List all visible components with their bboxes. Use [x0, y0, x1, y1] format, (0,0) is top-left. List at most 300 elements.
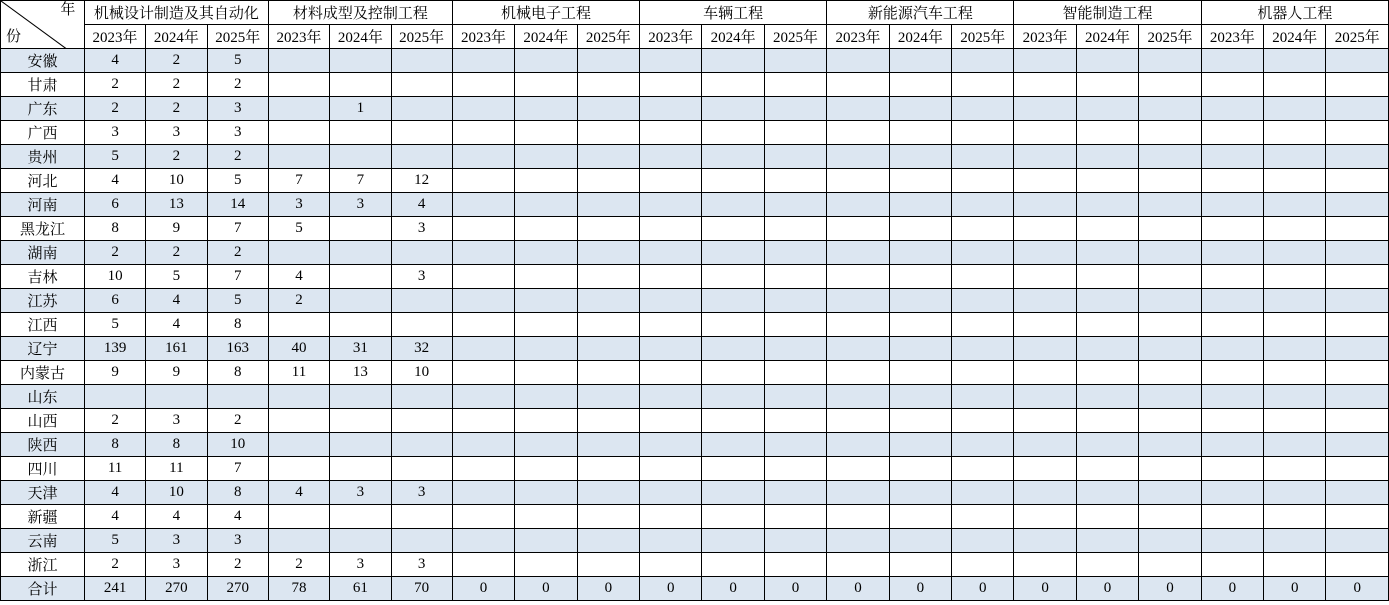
data-cell: 3	[391, 265, 452, 289]
region-cell: 四川	[1, 457, 85, 481]
data-cell	[1139, 193, 1201, 217]
data-cell	[515, 529, 577, 553]
data-cell	[452, 433, 514, 457]
data-cell	[452, 337, 514, 361]
table-row	[1, 97, 1389, 121]
data-cell	[1139, 49, 1201, 73]
table-row	[1, 121, 1389, 145]
data-cell	[702, 457, 764, 481]
data-cell	[764, 169, 826, 193]
data-cell	[452, 409, 514, 433]
data-cell: 3	[268, 193, 329, 217]
table-row	[1, 169, 1389, 193]
total-cell: 241	[84, 577, 145, 601]
data-cell	[1264, 529, 1326, 553]
data-cell	[702, 553, 764, 577]
data-cell: 7	[330, 169, 391, 193]
data-cell	[1014, 433, 1076, 457]
data-cell	[330, 505, 391, 529]
data-cell	[515, 433, 577, 457]
data-cell	[1201, 337, 1263, 361]
data-cell	[577, 361, 639, 385]
data-cell	[1264, 313, 1326, 337]
data-cell	[391, 145, 452, 169]
year-header: 2025年	[952, 25, 1014, 49]
data-cell: 5	[146, 265, 207, 289]
data-cell	[1014, 409, 1076, 433]
data-cell	[515, 505, 577, 529]
data-cell: 10	[146, 169, 207, 193]
data-cell: 3	[146, 121, 207, 145]
data-cell	[452, 217, 514, 241]
year-header: 2023年	[452, 25, 514, 49]
table-row	[1, 289, 1389, 313]
data-cell	[1264, 505, 1326, 529]
data-cell	[1014, 505, 1076, 529]
data-cell	[1076, 433, 1138, 457]
data-cell: 4	[84, 481, 145, 505]
major-header-5: 智能制造工程	[1014, 1, 1201, 25]
data-cell	[577, 217, 639, 241]
data-cell	[640, 49, 702, 73]
data-cell: 40	[268, 337, 329, 361]
data-cell	[391, 73, 452, 97]
total-cell: 0	[827, 577, 889, 601]
data-cell	[1201, 505, 1263, 529]
data-cell: 13	[330, 361, 391, 385]
data-cell: 2	[207, 409, 268, 433]
data-cell: 3	[207, 121, 268, 145]
data-cell	[1076, 145, 1138, 169]
data-cell	[1326, 409, 1389, 433]
data-cell	[640, 289, 702, 313]
table-row	[1, 313, 1389, 337]
data-cell	[827, 529, 889, 553]
data-cell	[952, 457, 1014, 481]
data-cell	[827, 145, 889, 169]
data-cell	[1076, 529, 1138, 553]
data-cell: 4	[84, 505, 145, 529]
data-cell	[640, 553, 702, 577]
major-header-2: 机械电子工程	[452, 1, 639, 25]
data-cell	[515, 361, 577, 385]
year-header: 2023年	[268, 25, 329, 49]
year-header: 2024年	[1076, 25, 1138, 49]
data-cell	[515, 49, 577, 73]
data-cell	[640, 241, 702, 265]
data-cell	[452, 529, 514, 553]
data-cell	[268, 529, 329, 553]
year-header: 2024年	[515, 25, 577, 49]
data-cell	[515, 97, 577, 121]
data-cell	[391, 385, 452, 409]
region-cell: 贵州	[1, 145, 85, 169]
data-cell	[268, 49, 329, 73]
data-cell	[268, 409, 329, 433]
data-cell	[889, 97, 951, 121]
data-cell: 3	[391, 481, 452, 505]
data-cell	[1076, 481, 1138, 505]
data-cell	[702, 361, 764, 385]
total-cell: 0	[515, 577, 577, 601]
data-cell: 11	[84, 457, 145, 481]
data-cell	[827, 337, 889, 361]
data-cell	[1014, 217, 1076, 241]
data-cell	[702, 265, 764, 289]
region-cell: 安徽	[1, 49, 85, 73]
data-cell: 4	[84, 169, 145, 193]
data-cell: 3	[146, 553, 207, 577]
region-cell: 江苏	[1, 289, 85, 313]
total-cell: 70	[391, 577, 452, 601]
data-cell	[764, 481, 826, 505]
data-cell	[1326, 385, 1389, 409]
data-cell	[702, 121, 764, 145]
data-cell: 13	[146, 193, 207, 217]
data-cell: 8	[207, 313, 268, 337]
table-row	[1, 145, 1389, 169]
data-cell	[702, 529, 764, 553]
year-header: 2023年	[1014, 25, 1076, 49]
data-cell	[1201, 241, 1263, 265]
year-header-row	[1, 25, 1389, 49]
data-cell	[889, 505, 951, 529]
region-cell: 黑龙江	[1, 217, 85, 241]
data-cell	[952, 169, 1014, 193]
data-cell	[1014, 49, 1076, 73]
table-row	[1, 193, 1389, 217]
data-cell: 11	[268, 361, 329, 385]
data-cell: 10	[391, 361, 452, 385]
data-cell	[1264, 145, 1326, 169]
data-cell	[889, 241, 951, 265]
data-cell	[391, 457, 452, 481]
data-cell: 2	[84, 241, 145, 265]
data-cell	[889, 193, 951, 217]
year-header: 2023年	[1201, 25, 1263, 49]
data-cell: 5	[207, 49, 268, 73]
data-cell	[1139, 433, 1201, 457]
data-cell	[827, 433, 889, 457]
region-cell: 吉林	[1, 265, 85, 289]
data-cell	[268, 385, 329, 409]
data-cell: 11	[146, 457, 207, 481]
data-cell: 9	[146, 217, 207, 241]
data-cell: 12	[391, 169, 452, 193]
data-cell	[577, 241, 639, 265]
table-row	[1, 385, 1389, 409]
region-cell: 广东	[1, 97, 85, 121]
data-cell	[1139, 217, 1201, 241]
major-header-0: 机械设计制造及其自动化	[84, 1, 268, 25]
data-cell	[764, 361, 826, 385]
data-cell	[515, 265, 577, 289]
data-cell	[827, 217, 889, 241]
year-header: 2024年	[146, 25, 207, 49]
data-cell	[1076, 289, 1138, 313]
data-cell: 2	[207, 145, 268, 169]
total-cell: 0	[1326, 577, 1389, 601]
data-cell	[764, 97, 826, 121]
data-cell	[1139, 169, 1201, 193]
data-cell: 7	[207, 265, 268, 289]
data-cell	[764, 409, 826, 433]
data-cell	[577, 385, 639, 409]
data-cell	[1076, 313, 1138, 337]
data-cell	[702, 169, 764, 193]
data-cell: 4	[84, 49, 145, 73]
data-cell	[764, 73, 826, 97]
data-cell	[827, 553, 889, 577]
data-cell	[764, 457, 826, 481]
data-cell	[702, 337, 764, 361]
table-row	[1, 553, 1389, 577]
data-cell	[827, 169, 889, 193]
data-cell	[1201, 529, 1263, 553]
data-cell	[1326, 217, 1389, 241]
data-cell	[1264, 265, 1326, 289]
data-cell	[889, 481, 951, 505]
data-cell	[1076, 385, 1138, 409]
total-cell: 0	[1264, 577, 1326, 601]
data-cell	[452, 193, 514, 217]
data-cell	[1264, 553, 1326, 577]
year-header: 2023年	[827, 25, 889, 49]
year-header: 2023年	[84, 25, 145, 49]
data-cell	[640, 385, 702, 409]
data-cell	[515, 385, 577, 409]
data-cell: 3	[146, 529, 207, 553]
total-cell: 78	[268, 577, 329, 601]
data-cell	[640, 97, 702, 121]
year-header: 2024年	[889, 25, 951, 49]
data-cell	[1076, 217, 1138, 241]
year-header: 2024年	[702, 25, 764, 49]
data-cell: 139	[84, 337, 145, 361]
major-header-3: 车辆工程	[640, 1, 827, 25]
data-cell: 9	[146, 361, 207, 385]
data-cell: 2	[84, 97, 145, 121]
data-cell	[391, 313, 452, 337]
data-cell	[702, 385, 764, 409]
year-header: 2023年	[640, 25, 702, 49]
data-cell	[1201, 361, 1263, 385]
data-cell	[640, 337, 702, 361]
data-cell	[702, 217, 764, 241]
data-cell	[391, 289, 452, 313]
region-cell: 内蒙古	[1, 361, 85, 385]
data-cell	[702, 409, 764, 433]
data-cell: 7	[207, 457, 268, 481]
data-cell	[1201, 97, 1263, 121]
data-cell: 8	[207, 481, 268, 505]
data-cell	[1014, 121, 1076, 145]
data-cell: 161	[146, 337, 207, 361]
data-cell	[764, 121, 826, 145]
data-cell: 8	[146, 433, 207, 457]
data-cell	[640, 481, 702, 505]
data-cell: 14	[207, 193, 268, 217]
data-cell	[1076, 553, 1138, 577]
data-cell	[827, 73, 889, 97]
total-cell: 0	[1076, 577, 1138, 601]
year-header: 2025年	[1326, 25, 1389, 49]
data-cell	[952, 313, 1014, 337]
data-cell	[640, 169, 702, 193]
data-cell	[1326, 73, 1389, 97]
data-cell	[1201, 385, 1263, 409]
data-cell	[330, 73, 391, 97]
data-cell	[1014, 241, 1076, 265]
data-cell	[702, 73, 764, 97]
data-cell	[1076, 169, 1138, 193]
data-cell	[640, 409, 702, 433]
data-cell	[1139, 289, 1201, 313]
data-cell	[702, 481, 764, 505]
data-cell	[515, 553, 577, 577]
data-cell: 3	[207, 529, 268, 553]
data-cell	[827, 121, 889, 145]
data-cell	[577, 73, 639, 97]
data-cell	[268, 73, 329, 97]
data-cell	[1014, 265, 1076, 289]
data-cell	[1264, 433, 1326, 457]
total-cell: 61	[330, 577, 391, 601]
data-cell	[764, 553, 826, 577]
data-cell	[640, 361, 702, 385]
data-cell	[764, 265, 826, 289]
data-cell	[764, 145, 826, 169]
data-cell	[391, 433, 452, 457]
data-cell	[577, 529, 639, 553]
data-cell	[640, 505, 702, 529]
data-cell	[827, 385, 889, 409]
data-cell	[1201, 433, 1263, 457]
data-cell	[889, 49, 951, 73]
data-cell: 2	[146, 73, 207, 97]
region-cell: 天津	[1, 481, 85, 505]
data-cell	[889, 409, 951, 433]
table-row	[1, 49, 1389, 73]
data-cell: 5	[84, 145, 145, 169]
data-cell	[889, 385, 951, 409]
table-row	[1, 337, 1389, 361]
data-cell	[1014, 73, 1076, 97]
data-cell	[452, 145, 514, 169]
data-cell	[577, 409, 639, 433]
data-cell	[702, 433, 764, 457]
data-cell	[1076, 241, 1138, 265]
data-cell: 3	[146, 409, 207, 433]
region-cell: 浙江	[1, 553, 85, 577]
region-cell: 江西	[1, 313, 85, 337]
data-cell	[577, 193, 639, 217]
data-cell	[952, 553, 1014, 577]
data-cell	[1076, 97, 1138, 121]
data-cell	[1201, 73, 1263, 97]
region-cell: 湖南	[1, 241, 85, 265]
data-cell	[889, 145, 951, 169]
data-cell	[1014, 337, 1076, 361]
region-cell: 新疆	[1, 505, 85, 529]
data-cell	[268, 145, 329, 169]
data-cell	[1326, 337, 1389, 361]
data-cell	[1076, 193, 1138, 217]
data-cell	[889, 457, 951, 481]
data-cell	[889, 361, 951, 385]
data-cell	[889, 289, 951, 313]
data-cell: 10	[84, 265, 145, 289]
data-cell	[1139, 337, 1201, 361]
data-cell	[1014, 481, 1076, 505]
data-cell	[1014, 97, 1076, 121]
data-cell: 5	[207, 289, 268, 313]
data-cell	[1264, 337, 1326, 361]
data-cell	[84, 385, 145, 409]
data-cell	[1326, 481, 1389, 505]
data-cell	[827, 97, 889, 121]
data-cell: 4	[391, 193, 452, 217]
data-cell	[1014, 193, 1076, 217]
data-cell	[452, 49, 514, 73]
data-cell	[764, 241, 826, 265]
table-row	[1, 73, 1389, 97]
data-cell	[640, 265, 702, 289]
year-header: 2025年	[391, 25, 452, 49]
data-cell: 5	[84, 313, 145, 337]
data-cell	[1264, 169, 1326, 193]
data-cell	[640, 433, 702, 457]
data-cell	[1076, 337, 1138, 361]
major-header-4: 新能源汽车工程	[827, 1, 1014, 25]
data-cell	[452, 265, 514, 289]
data-cell	[1014, 289, 1076, 313]
data-cell	[391, 409, 452, 433]
data-cell	[1139, 145, 1201, 169]
data-cell: 2	[268, 289, 329, 313]
major-header-row	[1, 1, 1389, 25]
data-cell	[1139, 553, 1201, 577]
data-cell	[827, 481, 889, 505]
data-cell	[952, 145, 1014, 169]
data-cell	[1326, 97, 1389, 121]
data-cell	[577, 313, 639, 337]
data-cell: 3	[391, 553, 452, 577]
data-cell	[952, 73, 1014, 97]
data-cell	[1326, 313, 1389, 337]
total-cell: 0	[640, 577, 702, 601]
data-cell	[1076, 121, 1138, 145]
data-cell	[952, 361, 1014, 385]
data-cell	[1076, 361, 1138, 385]
data-cell	[577, 337, 639, 361]
data-cell	[330, 49, 391, 73]
data-cell	[577, 145, 639, 169]
data-cell	[330, 409, 391, 433]
data-cell	[577, 289, 639, 313]
data-cell	[515, 121, 577, 145]
data-cell	[452, 505, 514, 529]
total-cell: 270	[146, 577, 207, 601]
data-cell	[640, 313, 702, 337]
data-cell	[640, 121, 702, 145]
data-cell	[330, 289, 391, 313]
data-cell	[827, 409, 889, 433]
data-cell	[391, 49, 452, 73]
data-cell	[515, 289, 577, 313]
total-cell: 270	[207, 577, 268, 601]
data-cell	[1326, 121, 1389, 145]
